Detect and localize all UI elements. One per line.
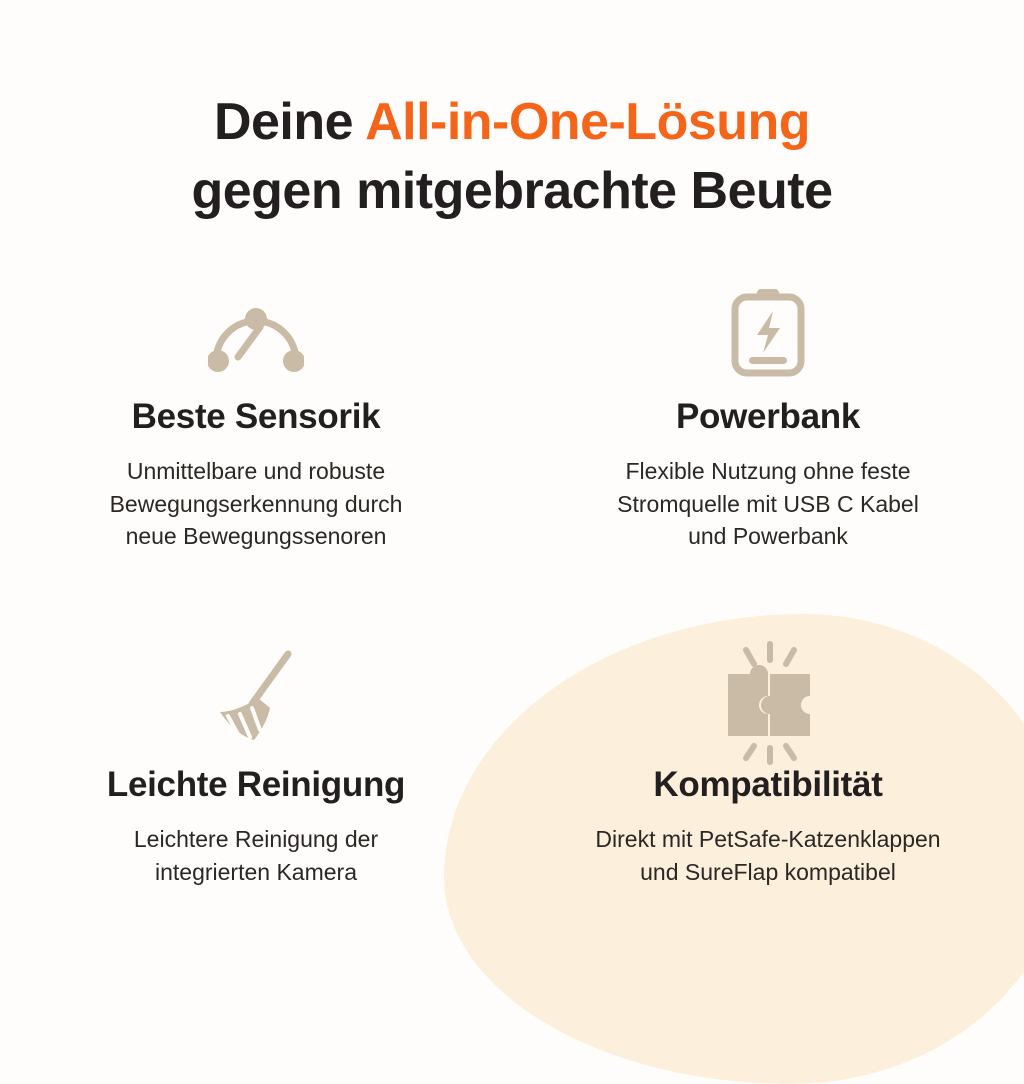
feature-grid (0, 275, 1024, 888)
headline-accent: All-in-One-Lösung (365, 93, 811, 151)
feature-title: Kompatibilität (653, 764, 883, 804)
feature-desc-line: Direkt mit PetSafe-Katzenklappen (595, 825, 941, 852)
feature-title: Leichte Reinigung (106, 764, 406, 804)
feature-desc-line: Stromquelle mit USB C Kabel (617, 490, 919, 517)
feature-title: Beste Sensorik (131, 397, 381, 436)
headline-prefix: Deine (213, 93, 366, 151)
feature-description (554, 455, 982, 553)
headline-line-2: gegen mitgebrachte Beute (191, 161, 833, 220)
broom-icon (42, 643, 470, 759)
powerbank-icon (554, 275, 982, 391)
feature-desc-line: und Powerbank (688, 523, 848, 550)
feature-description (42, 823, 470, 888)
feature-title: Powerbank (675, 397, 861, 436)
feature-desc-line: integrierten Kamera (155, 858, 357, 885)
motion-sensor-icon (42, 275, 470, 391)
feature-desc-line: Unmittelbare und robuste (126, 458, 386, 484)
feature-description (554, 823, 982, 888)
headline-line-1 (60, 88, 964, 157)
feature-description (42, 455, 470, 553)
page-title (0, 0, 1024, 225)
feature-desc-line: Leichtere Reinigung der (133, 825, 379, 852)
feature-desc-line: und SureFlap kompatibel (640, 858, 896, 885)
feature-desc-line: Bewegungserkennung durch (109, 490, 403, 517)
feature-desc-line: Flexible Nutzung ohne feste (625, 458, 911, 484)
puzzle-pieces-icon (554, 643, 982, 759)
feature-card-kompatibilitaet (512, 553, 1024, 888)
feature-card-sensorik (0, 275, 512, 553)
feature-card-reinigung (0, 553, 512, 888)
feature-desc-line: neue Bewegungssenoren (125, 523, 387, 550)
feature-card-powerbank (512, 275, 1024, 553)
